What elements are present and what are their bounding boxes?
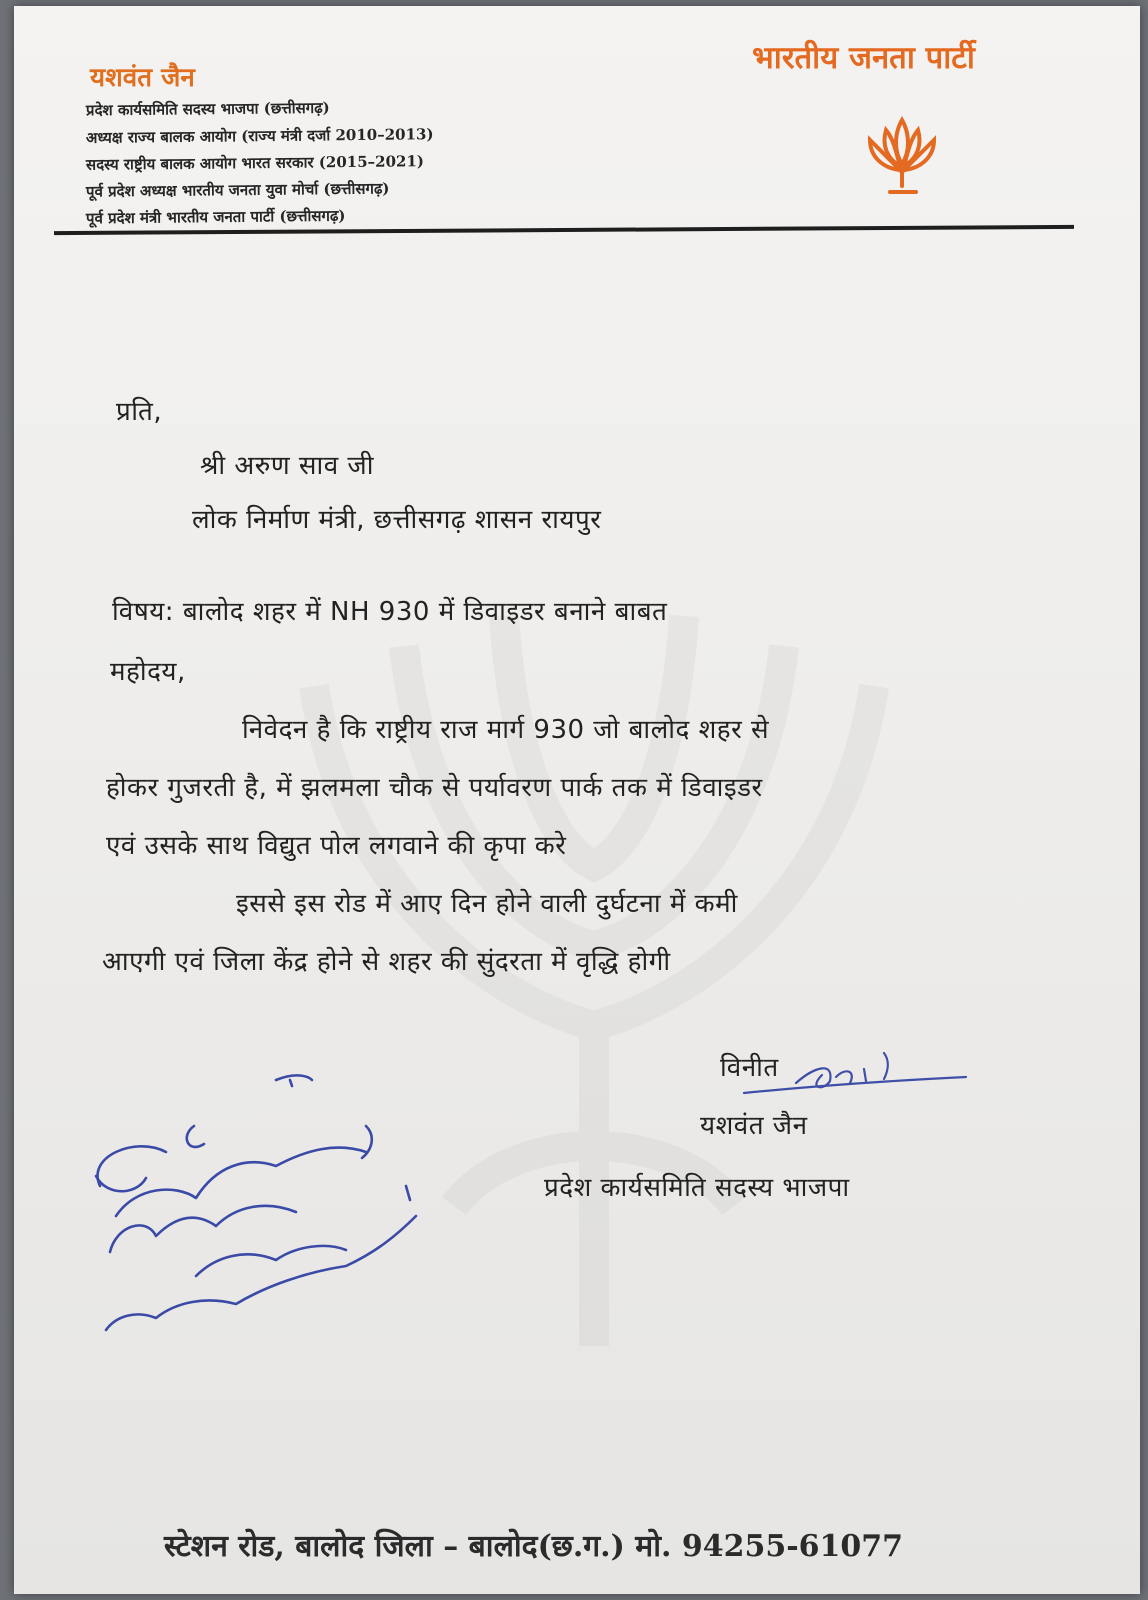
lotus-icon bbox=[860, 112, 944, 200]
sender-name: यशवंत जैन bbox=[90, 63, 195, 93]
signatory-title: प्रदेश कार्यसमिति सदस्य भाजपा bbox=[544, 1173, 850, 1203]
sender-title-line: पूर्व प्रदेश अध्यक्ष भारतीय जनता युवा मोर्चा (छत्तीसगढ़) bbox=[85, 179, 390, 201]
body-line: निवेदन है कि राष्ट्रीय राज मार्ग 930 जो बालोद शहर से bbox=[242, 715, 770, 745]
salutation-to: प्रति, bbox=[116, 397, 163, 427]
sender-title-line: अध्यक्ष राज्य बालक आयोग (राज्य मंत्री दर्जा 2010–2013) bbox=[85, 125, 434, 147]
closing: विनीत bbox=[720, 1053, 779, 1083]
signatory-name: यशवंत जैन bbox=[700, 1111, 808, 1141]
signatory-signature bbox=[704, 1031, 974, 1101]
body-line: एवं उसके साथ विद्युत पोल लगवाने की कृपा करे bbox=[106, 831, 567, 861]
sender-title-line: पूर्व प्रदेश मंत्री भारतीय जनता पार्टी (छत्तीसगढ़) bbox=[85, 206, 346, 228]
recipient-designation: लोक निर्माण मंत्री, छत्तीसगढ़ शासन रायपुर bbox=[192, 505, 602, 535]
body-line: होकर गुजरती है, में झलमला चौक से पर्यावरण पार्क तक में डिवाइडर bbox=[106, 773, 763, 803]
footer-address: स्टेशन रोड, बालोद जिला – बालोद(छ.ग.) मो. 94255-61077 bbox=[164, 1529, 904, 1564]
handwritten-endorsement bbox=[76, 1066, 436, 1366]
subject-line: विषय: बालोद शहर में NH 930 में डिवाइडर बनाने बाबत bbox=[112, 597, 668, 627]
sender-title-line: सदस्य राष्ट्रीय बालक आयोग भारत सरकार (2015–2021) bbox=[85, 152, 425, 174]
body-line: आएगी एवं जिला केंद्र होने से शहर की सुंदरता में वृद्धि होगी bbox=[102, 947, 671, 977]
sender-title-line: प्रदेश कार्यसमिति सदस्य भाजपा (छत्तीसगढ़) bbox=[85, 98, 330, 120]
greeting: महोदय, bbox=[110, 657, 186, 687]
letterhead-page bbox=[14, 6, 1140, 1594]
body-line: इससे इस रोड में आए दिन होने वाली दुर्घटना में कमी bbox=[236, 889, 738, 919]
party-name: भारतीय जनता पार्टी bbox=[752, 40, 975, 76]
recipient-name: श्री अरुण साव जी bbox=[200, 451, 374, 481]
